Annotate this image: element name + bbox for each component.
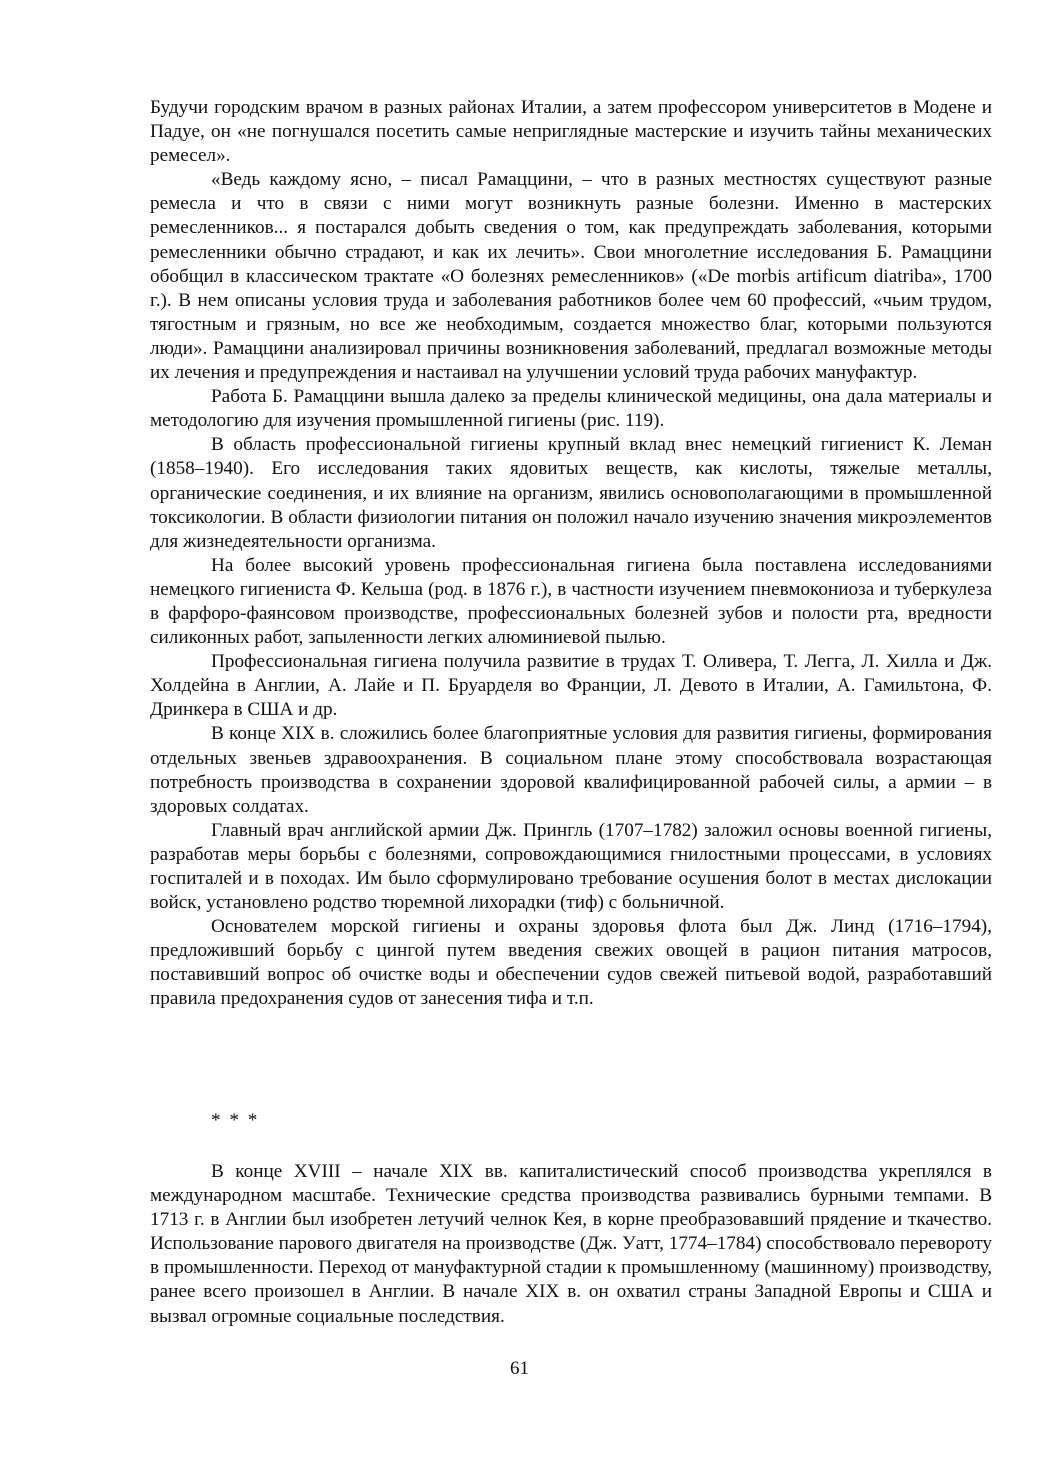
paragraph-2: «Ведь каждому ясно, – писал Рамаццини, – что в разных местностях существуют разные ремесла и что в связи с ними могут возникнуть разные болезни. Именно в мастерских ремесленников... я постарался добыть сведения о том, как предупреждать заболевания, которыми ремесленники обычно страдают, и как их лечить». Свои многолетние исследования Б. Рамаццини обобщил в классическом трактате «О болезнях ремесленников» («De morbis artificum diatriba», 1700 г.). В нем описаны условия труда и заболевания работников более чем 60 профессий, «чьим трудом, тягостным и грязным, но все же необходимым, создается множество благ, которыми пользуются люди». Рамаццини анализировал причины возникновения заболеваний, предлагал возможные методы их лечения и предупреждения и настаивал на улучшении условий труда рабочих мануфактур.	[150, 169, 992, 384]
paragraph-1: Будучи городским врачом в разных районах Италии, а затем профессором университетов в Модене и Падуе, он «не погнушался посетить самые неприглядные мастерские и изучить тайны механических ремесел».	[150, 97, 992, 167]
paragraph-3: Работа Б. Рамаццини вышла далеко за пределы клинической медицины, она дала материалы и методологию для изучения промышленной гигиены (рис. 119).	[150, 386, 992, 432]
page-body	[150, 96, 992, 1012]
paragraph-6: Профессиональная гигиена получила развитие в трудах Т. Оливера, Т. Легга, Л. Хилла и Дж. Холдейна в Англии, А. Лайе и П. Бруарделя во Франции, Л. Девото в Италии, А. Гамильтона, Ф. Дринкера в США и др.	[150, 651, 992, 721]
paragraph-10: В конце XVIII – начале XIX вв. капиталистический способ производства укреплялся в международном масштабе. Технические средства производства развивались бурными темпами. В 1713 г. в Англии был изобретен летучий челнок Кея, в корне преобразовавший прядение и ткачество. Использование парового двигателя на производстве (Дж. Уатт, 1774–1784) способствовало перевороту в промышленности. Переход от мануфактурной стадии к промышленному (машинному) производству, ранее всего произошел в Англии. В начале XIX в. он охватил страны Западной Европы и США и вызвал огромные социальные последствия.	[150, 1161, 992, 1327]
page-number: 61	[510, 1358, 529, 1379]
page-body-continued	[150, 1160, 992, 1329]
paragraph-8: Главный врач английской армии Дж. Прингль (1707–1782) заложил основы военной гигиены, разработав меры борьбы с болезнями, сопровождающимися гнилостными процессами, в условиях госпиталей и в походах. Им было сформулировано требование осушения болот в местах дислокации войск, установлено родство тюремной лихорадки (тиф) с больничной.	[150, 819, 992, 914]
paragraph-4: В область профессиональной гигиены крупный вклад внес немецкий гигиенист К. Леман (1858–1940). Его исследования таких ядовитых веществ, как кислоты, тяжелые металлы, органические соединения, и их влияние на организм, явились основополагающими в промышленной токсикологии. В области физиологии питания он положил начало изучению значения микроэлементов для жизнедеятельности организма.	[150, 434, 992, 552]
paragraph-5: На более высокий уровень профессиональная гигиена была поставлена исследованиями немецкого гигиениста Ф. Кельша (род. в 1876 г.), в частности изучением пневмокониоза и туберкулеза в фарфоро-фаянсовом производстве, профессиональных болезней зубов и полости рта, вредности силиконных работ, запыленности легких алюминиевой пылью.	[150, 554, 992, 649]
paragraph-9: Основателем морской гигиены и охраны здоровья флота был Дж. Линд (1716–1794), предложивший борьбу с цингой путем введения свежих овощей в рацион питания матросов, поставивший вопрос об очистке воды и обеспечении судов свежей питьевой водой, разработавший правила предохранения судов от занесения тифа и т.п.	[150, 916, 992, 1010]
paragraph-7: В конце XIX в. сложились более благоприятные условия для развития гигиены, формирования отдельных звеньев здравоохранения. В социальном плане этому способствовала возрастающая потребность производства в сохранении здоровой квалифицированной рабочей силы, а армии – в здоровых солдатах.	[150, 723, 992, 817]
section-separator: * * *	[211, 1110, 260, 1131]
